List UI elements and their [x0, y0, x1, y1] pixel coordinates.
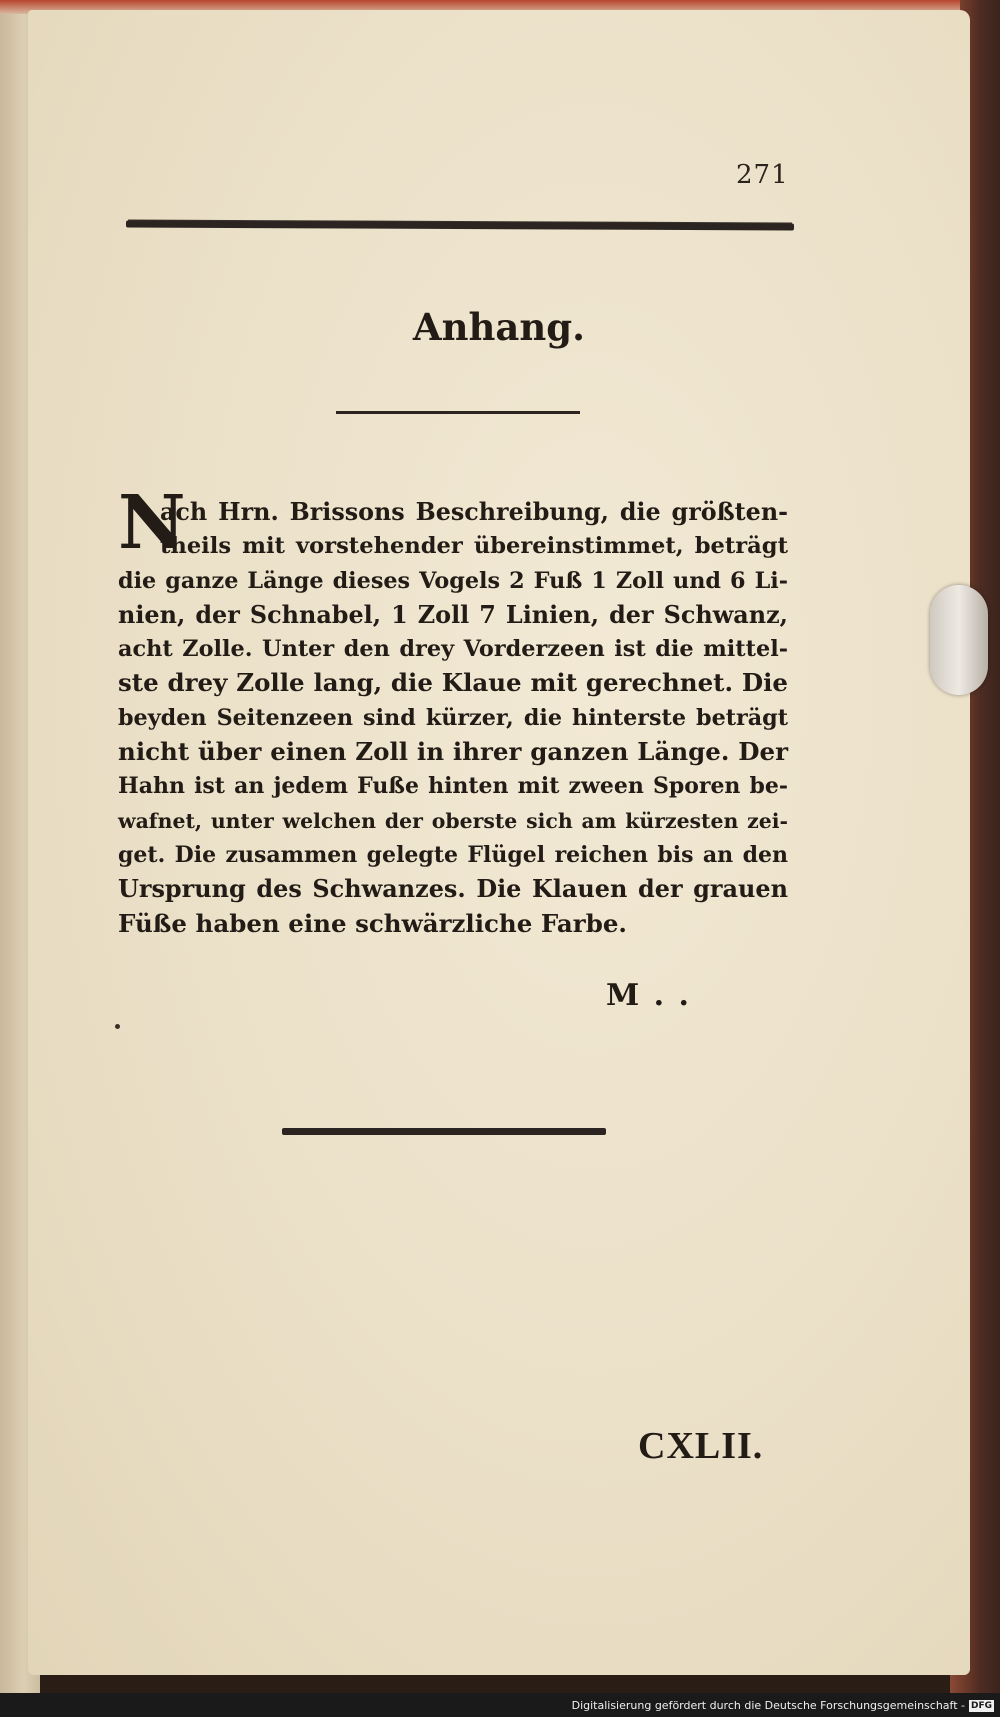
ink-speck [115, 1024, 120, 1029]
closing-rule [282, 1128, 606, 1135]
body-line: acht Zolle. Unter den drey Vorderzeen ist die mittel- [118, 636, 788, 663]
body-line: nicht über einen Zoll in ihrer ganzen Länge. Der [118, 737, 788, 767]
page-number: 271 [736, 160, 789, 190]
digitization-credit [572, 1699, 994, 1712]
body-line: Hahn ist an jedem Fuße hinten mit zween Sporen be- [118, 773, 788, 800]
body-paragraph [118, 495, 788, 941]
body-line: get. Die zusammen gelegte Flügel reichen bis an den [118, 841, 788, 868]
body-line: Ursprung des Schwanzes. Die Klauen der grauen [118, 875, 788, 904]
section-heading: Anhang. [412, 305, 586, 349]
body-line: ach Hrn. Brissons Beschreibung, die größten- [160, 498, 788, 526]
body-line: nien, der Schnabel, 1 Zoll 7 Linien, der Schwanz, [118, 600, 788, 629]
heading-rule [336, 411, 580, 414]
drop-cap: N [118, 480, 186, 566]
body-line: die ganze Länge dieses Vogels 2 Fuß 1 Zoll und 6 Li- [118, 567, 788, 594]
catchword: CXLII. [638, 1425, 764, 1467]
body-line: beyden Seitenzeen sind kürzer, die hinterste beträgt [118, 704, 788, 731]
page-clip [930, 585, 988, 695]
credit-text: Digitalisierung gefördert durch die Deutsche Forschungsgemeinschaft - [571, 1699, 965, 1712]
dfg-logo: DFG [970, 1700, 992, 1711]
body-line: Füße haben eine schwärzliche Farbe. [118, 908, 627, 938]
signature: M . . [606, 978, 691, 1013]
body-line: ste drey Zolle lang, die Klaue mit gerechnet. Die [118, 668, 788, 698]
body-line: wafnet, unter welchen der oberste sich am kürzesten zei- [118, 808, 788, 833]
body-line: theils mit vorstehender übereinstimmet, beträgt [160, 533, 788, 560]
